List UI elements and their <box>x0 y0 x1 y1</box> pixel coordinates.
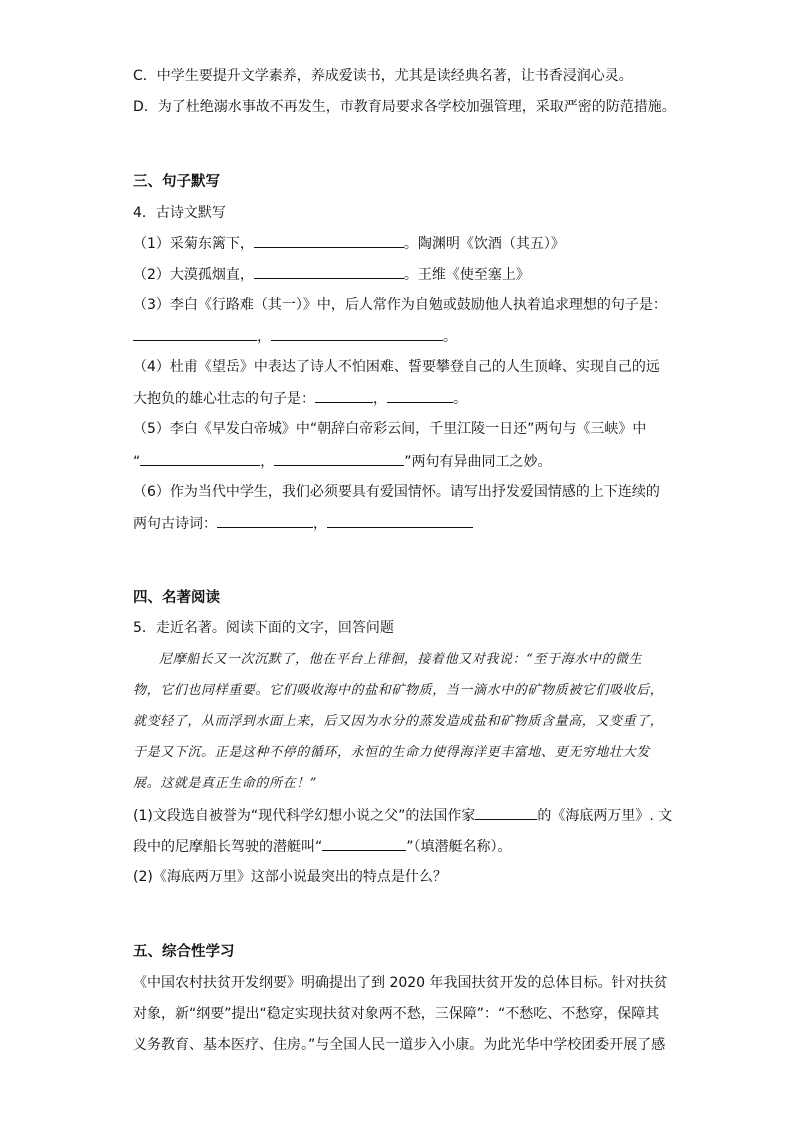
separator: ， <box>313 516 327 532</box>
separator: ， <box>257 329 271 345</box>
item-text: 大抱负的雄心壮志的句子是： <box>133 391 315 407</box>
item-text: 的《海底两万里》. 文 <box>537 808 673 824</box>
answer-blank <box>315 388 373 403</box>
item-text: ”两句有异曲同工之妙。 <box>404 454 552 470</box>
question-5-2: (2)《海底两万里》这部小说最突出的特点是什么？ <box>133 869 447 885</box>
answer-blank <box>271 326 443 341</box>
passage-line: 展。这就是真正生命的所在！” <box>133 776 318 791</box>
item-text: ”（填潜艇名称）。 <box>406 839 512 855</box>
question-4-title: 4．古诗文默写 <box>133 205 226 221</box>
item-4-6-answers <box>133 513 473 534</box>
item-4-5: （5）李白《早发白帝城》中“朝辞白帝彩云间，千里江陵一日还”两句与《三峡》中 <box>133 421 647 437</box>
answer-blank <box>140 451 260 466</box>
terminator: 。 <box>443 329 457 345</box>
passage-line: 物，它们也同样重要。它们吸收海中的盐和矿物质，当一滴水中的矿物质被它们吸收后， <box>133 683 664 698</box>
answer-blank <box>133 326 257 341</box>
item-text: （1）采菊东篱下， <box>133 236 254 252</box>
item-4-3-answers <box>133 326 457 347</box>
answer-blank <box>217 513 313 528</box>
item-text: 。王维《使至塞上》 <box>403 267 530 283</box>
answer-blank <box>274 451 404 466</box>
question-5-1-cont <box>133 836 512 857</box>
answer-blank <box>475 805 537 820</box>
answer-blank <box>327 513 473 528</box>
section-5-heading: 五、综合性学习 <box>133 944 235 960</box>
item-4-3: （3）李白《行路难（其一）》中，后人常作为自勉或鼓励他人执着追求理想的句子是： <box>133 297 667 313</box>
answer-blank <box>254 233 404 248</box>
answer-blank <box>254 264 404 279</box>
passage-line: 就变轻了，从而浮到水面上来，后又因为水分的蒸发造成盐和矿物质含量高，又变重了， <box>133 714 664 729</box>
section-3-heading: 三、句子默写 <box>133 174 220 190</box>
body-line: 对象，新“纲要”提出“稳定实现扶贫对象两不愁，三保障”：“不愁吃、不愁穿，保障其 <box>133 1006 660 1022</box>
item-4-1 <box>133 233 565 254</box>
separator: ， <box>260 454 275 470</box>
item-text: 段中的尼摩船长驾驶的潜艇叫“ <box>133 839 323 855</box>
item-text: 两句古诗词： <box>133 516 217 532</box>
item-text: （2）大漠孤烟直， <box>133 267 254 283</box>
item-4-2 <box>133 264 530 285</box>
passage-line: 尼摩船长又一次沉默了，他在平台上徘徊，接着他又对我说：“至于海水中的微生 <box>159 652 643 667</box>
open-quote: “ <box>133 454 141 470</box>
answer-blank <box>322 836 406 851</box>
passage-line: 于是又下沉。正是这种不停的循环，永恒的生命力使得海洋更丰富地、更无穷地壮大发 <box>133 745 650 760</box>
body-line: 义务教育、基本医疗、住房。”与全国人民一道步入小康。为此光华中学校团委开展了感 <box>133 1037 666 1053</box>
separator: ， <box>373 391 387 407</box>
choice-c: C．中学生要提升文学素养，养成爱读书，尤其是读经典名著，让书香浸润心灵。 <box>133 68 633 84</box>
item-text: (1)文段选自被誉为“现代科学幻想小说之父”的法国作家 <box>133 808 476 824</box>
question-5-title: 5．走近名著。阅读下面的文字，回答问题 <box>133 620 394 636</box>
item-4-5-answers <box>133 451 552 472</box>
terminator: 。 <box>453 391 467 407</box>
item-4-4: （4）杜甫《望岳》中表达了诗人不怕困难、誓要攀登自己的人生顶峰、实现自己的远 <box>133 359 660 375</box>
item-4-4-answers <box>133 388 467 409</box>
question-5-1 <box>133 805 672 826</box>
answer-blank <box>387 388 453 403</box>
choice-d: D．为了杜绝溺水事故不再发生，市教育局要求各学校加强管理，采取严密的防范措施。 <box>133 99 676 115</box>
item-text: 。陶渊明《饮酒（其五）》 <box>403 236 565 252</box>
body-line: 《中国农村扶贫开发纲要》明确提出了到 2020 年我国扶贫开发的总体目标。针对扶贫 <box>133 975 668 991</box>
item-4-6: （6）作为当代中学生，我们必须要具有爱国情怀。请写出抒发爱国情感的上下连续的 <box>133 484 660 500</box>
section-4-heading: 四、名著阅读 <box>133 590 220 606</box>
